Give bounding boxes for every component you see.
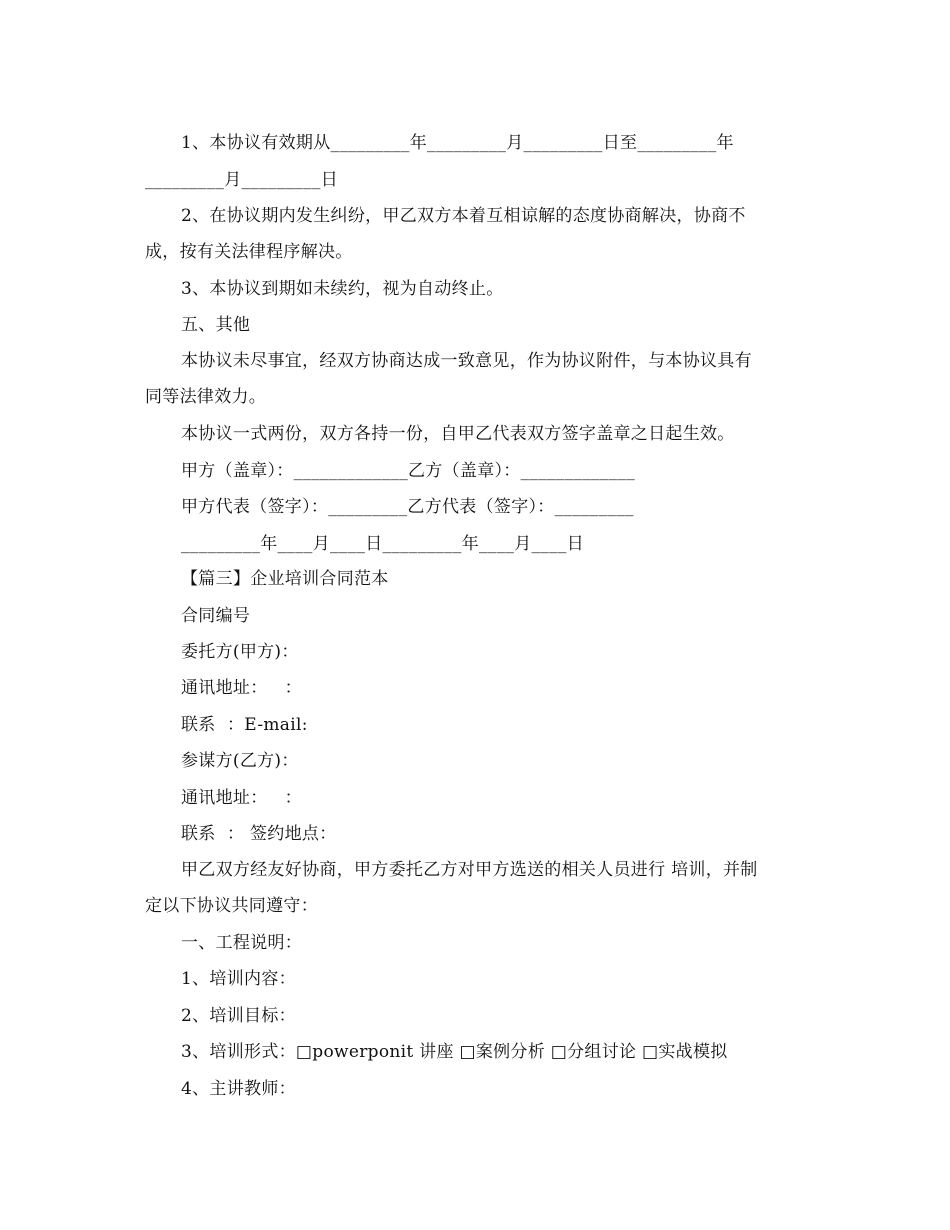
dispute-line-2: 成，按有关法律程序解决。 <box>145 242 353 262</box>
preamble-line-2: 定以下协议共同遵守： <box>145 896 318 916</box>
term-line-1: 1、本协议有效期从_________年_________月_________日至_________年 <box>181 133 734 153</box>
client-contact-label: 联系 ：E-mail: <box>181 715 308 735</box>
preamble-line-1: 甲乙双方经友好协商，甲方委托乙方对甲方选送的相关人员进行 培训，并制 <box>181 860 758 880</box>
date-signature-line: _________年____月____日_________年____月____日 <box>181 534 584 554</box>
training-content-item: 1、培训内容： <box>181 969 296 989</box>
seal-signature-line: 甲方（盖章）：_____________乙方（盖章）：_____________ <box>181 461 635 481</box>
contract-number-label: 合同编号 <box>181 606 251 626</box>
project-section-title: 一、工程说明： <box>181 933 303 953</box>
consultant-address-label: 通讯地址： ： <box>181 788 302 808</box>
consultant-label: 参谋方(乙方)： <box>181 751 299 771</box>
representative-signature-line: 甲方代表（签字）：_________乙方代表（签字）：_________ <box>181 497 634 517</box>
lecturer-item: 4、主讲教师： <box>181 1079 296 1099</box>
dispute-line-1: 2、在协议期内发生纠纷，甲乙双方本着互相谅解的态度协商解决，协商不 <box>181 206 746 226</box>
other-line-2: 同等法律效力。 <box>145 387 267 407</box>
section-five-title: 五、其他 <box>181 315 251 335</box>
copies-clause: 本协议一式两份，双方各持一份，自甲乙代表双方签字盖章之日起生效。 <box>181 424 735 444</box>
consultant-contact-label: 联系 ： 签约地点： <box>181 824 337 844</box>
training-format-item: 3、培训形式：□powerponit 讲座 □案例分析 □分组讨论 □实战模拟 <box>181 1042 728 1062</box>
term-line-2: _________月_________日 <box>145 170 338 190</box>
training-goal-item: 2、培训目标： <box>181 1006 296 1026</box>
client-label: 委托方(甲方)： <box>181 642 299 662</box>
expiry-clause: 3、本协议到期如未续约，视为自动终止。 <box>181 279 504 299</box>
client-address-label: 通讯地址： ： <box>181 678 302 698</box>
part-three-title: 【篇三】企业培训合同范本 <box>181 569 389 589</box>
other-line-1: 本协议未尽事宜，经双方协商达成一致意见，作为协议附件，与本协议具有 <box>181 351 752 371</box>
